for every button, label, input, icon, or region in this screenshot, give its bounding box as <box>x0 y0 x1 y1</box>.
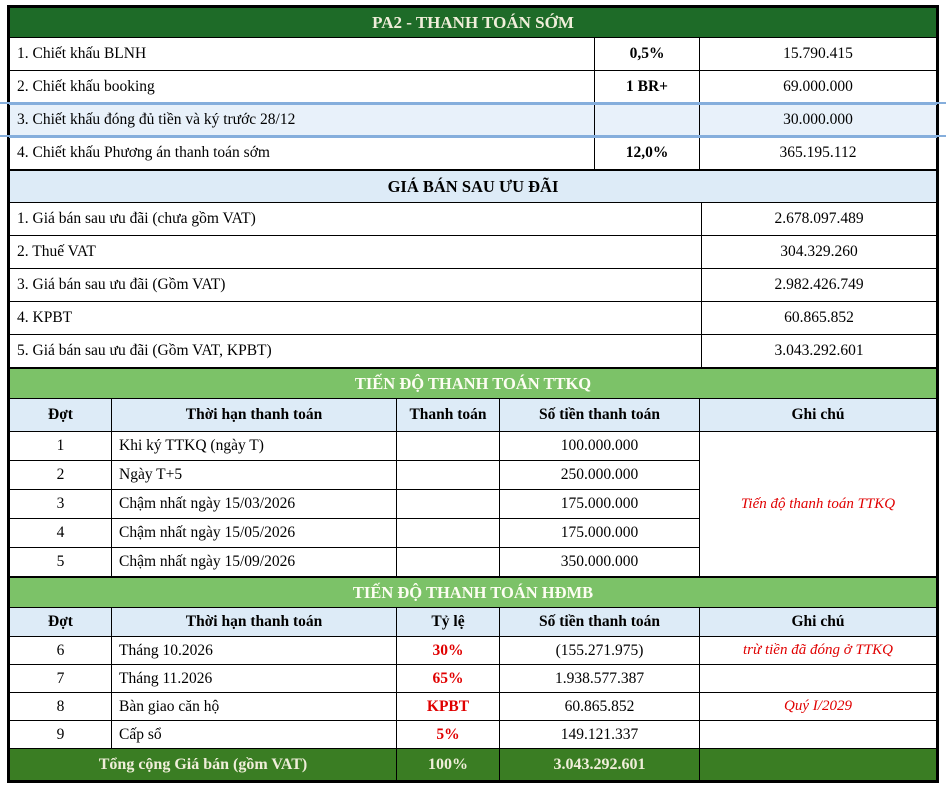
table-row <box>10 203 937 236</box>
discount-amount[interactable]: 365.195.112 <box>700 137 937 170</box>
note-cell[interactable]: trừ tiền đã đóng ở TTKQ <box>700 637 937 665</box>
payment-term[interactable]: Tháng 10.2026 <box>112 637 397 665</box>
col-header-note[interactable]: Ghi chú <box>700 608 937 637</box>
payment-amount[interactable]: 350.000.000 <box>500 548 700 577</box>
col-header-amount[interactable]: Số tiền thanh toán <box>500 399 700 432</box>
col-header-stage[interactable]: Đợt <box>10 399 112 432</box>
ttkq-schedule-table <box>9 368 937 577</box>
payment-rate[interactable]: 65% <box>397 665 500 693</box>
price-amount[interactable]: 304.329.260 <box>702 236 937 269</box>
payment-term[interactable]: Khi ký TTKQ (ngày T) <box>112 432 397 461</box>
discount-label[interactable]: 4. Chiết khấu Phương án thanh toán sớm <box>10 137 595 170</box>
discount-rate[interactable]: 12,0% <box>595 137 700 170</box>
price-amount[interactable]: 2.982.426.749 <box>702 269 937 302</box>
payment-cell[interactable] <box>397 548 500 577</box>
price-label[interactable]: 2. Thuế VAT <box>10 236 702 269</box>
price-amount[interactable]: 3.043.292.601 <box>702 335 937 368</box>
payment-cell[interactable] <box>397 519 500 548</box>
stage-number[interactable]: 5 <box>10 548 112 577</box>
payment-rate[interactable]: KPBT <box>397 693 500 721</box>
payment-rate[interactable]: 30% <box>397 637 500 665</box>
price-label[interactable]: 5. Giá bán sau ưu đãi (Gồm VAT, KPBT) <box>10 335 702 368</box>
table-row <box>10 38 937 71</box>
col-header-amount[interactable]: Số tiền thanh toán <box>500 608 700 637</box>
col-header-note[interactable]: Ghi chú <box>700 399 937 432</box>
payment-amount[interactable]: (155.271.975) <box>500 637 700 665</box>
table-row <box>10 269 937 302</box>
table-row <box>10 637 937 665</box>
hdmb-schedule-table <box>9 577 937 781</box>
payment-amount[interactable]: 175.000.000 <box>500 519 700 548</box>
discount-rate[interactable] <box>595 104 700 137</box>
discount-label[interactable]: 2. Chiết khấu booking <box>10 71 595 104</box>
payment-term[interactable]: Tháng 11.2026 <box>112 665 397 693</box>
note-cell[interactable] <box>700 721 937 749</box>
payment-cell[interactable] <box>397 461 500 490</box>
price-label[interactable]: 1. Giá bán sau ưu đãi (chưa gồm VAT) <box>10 203 702 236</box>
total-rate[interactable]: 100% <box>397 749 500 781</box>
discount-amount[interactable]: 15.790.415 <box>700 38 937 71</box>
payment-term[interactable]: Chậm nhất ngày 15/05/2026 <box>112 519 397 548</box>
table-row-selected <box>10 104 937 137</box>
section-title-pa2[interactable]: PA2 - THANH TOÁN SỚM <box>10 8 937 38</box>
price-amount[interactable]: 2.678.097.489 <box>702 203 937 236</box>
discount-label[interactable]: 3. Chiết khấu đóng đủ tiền và ký trước 28/12 <box>10 104 595 137</box>
total-note-cell[interactable] <box>700 749 937 781</box>
payment-amount[interactable]: 1.938.577.387 <box>500 665 700 693</box>
stage-number[interactable]: 7 <box>10 665 112 693</box>
payment-term[interactable]: Bàn giao căn hộ <box>112 693 397 721</box>
note-cell[interactable] <box>700 665 937 693</box>
col-header-term[interactable]: Thời hạn thanh toán <box>112 608 397 637</box>
discounts-table <box>9 7 937 170</box>
table-row <box>10 665 937 693</box>
stage-number[interactable]: 4 <box>10 519 112 548</box>
col-header-pay[interactable]: Thanh toán <box>397 399 500 432</box>
payment-amount[interactable]: 149.121.337 <box>500 721 700 749</box>
col-header-term[interactable]: Thời hạn thanh toán <box>112 399 397 432</box>
payment-term[interactable]: Chậm nhất ngày 15/09/2026 <box>112 548 397 577</box>
price-label[interactable]: 3. Giá bán sau ưu đãi (Gồm VAT) <box>10 269 702 302</box>
payment-amount[interactable]: 175.000.000 <box>500 490 700 519</box>
payment-rate[interactable]: 5% <box>397 721 500 749</box>
section-title-hdmb[interactable]: TIẾN ĐỘ THANH TOÁN HĐMB <box>10 578 937 608</box>
table-row <box>10 432 937 461</box>
discount-label[interactable]: 1. Chiết khấu BLNH <box>10 38 595 71</box>
table-row <box>10 137 937 170</box>
price-amount[interactable]: 60.865.852 <box>702 302 937 335</box>
price-table <box>9 170 937 368</box>
table-row <box>10 721 937 749</box>
payment-cell[interactable] <box>397 432 500 461</box>
payment-term[interactable]: Ngày T+5 <box>112 461 397 490</box>
stage-number[interactable]: 2 <box>10 461 112 490</box>
ttkq-merged-note[interactable]: Tiến độ thanh toán TTKQ <box>700 432 937 577</box>
payment-plan-sheet <box>7 5 939 783</box>
stage-number[interactable]: 3 <box>10 490 112 519</box>
total-label[interactable]: Tổng cộng Giá bán (gồm VAT) <box>10 749 397 781</box>
table-row <box>10 71 937 104</box>
discount-rate[interactable]: 0,5% <box>595 38 700 71</box>
discount-amount[interactable]: 30.000.000 <box>700 104 937 137</box>
stage-number[interactable]: 1 <box>10 432 112 461</box>
col-header-stage[interactable]: Đợt <box>10 608 112 637</box>
table-row <box>10 236 937 269</box>
payment-term[interactable]: Chậm nhất ngày 15/03/2026 <box>112 490 397 519</box>
section-title-gia-ban[interactable]: GIÁ BÁN SAU ƯU ĐÃI <box>10 171 937 203</box>
section-title-ttkq[interactable]: TIẾN ĐỘ THANH TOÁN TTKQ <box>10 369 937 399</box>
discount-rate[interactable]: 1 BR+ <box>595 71 700 104</box>
table-row <box>10 302 937 335</box>
stage-number[interactable]: 6 <box>10 637 112 665</box>
table-row <box>10 335 937 368</box>
stage-number[interactable]: 9 <box>10 721 112 749</box>
payment-amount[interactable]: 100.000.000 <box>500 432 700 461</box>
price-label[interactable]: 4. KPBT <box>10 302 702 335</box>
col-header-rate[interactable]: Tỷ lệ <box>397 608 500 637</box>
discount-amount[interactable]: 69.000.000 <box>700 71 937 104</box>
total-row <box>10 749 937 781</box>
payment-term[interactable]: Cấp sổ <box>112 721 397 749</box>
payment-amount[interactable]: 250.000.000 <box>500 461 700 490</box>
payment-cell[interactable] <box>397 490 500 519</box>
total-amount[interactable]: 3.043.292.601 <box>500 749 700 781</box>
note-cell[interactable]: Quý I/2029 <box>700 693 937 721</box>
table-row <box>10 693 937 721</box>
payment-amount[interactable]: 60.865.852 <box>500 693 700 721</box>
stage-number[interactable]: 8 <box>10 693 112 721</box>
